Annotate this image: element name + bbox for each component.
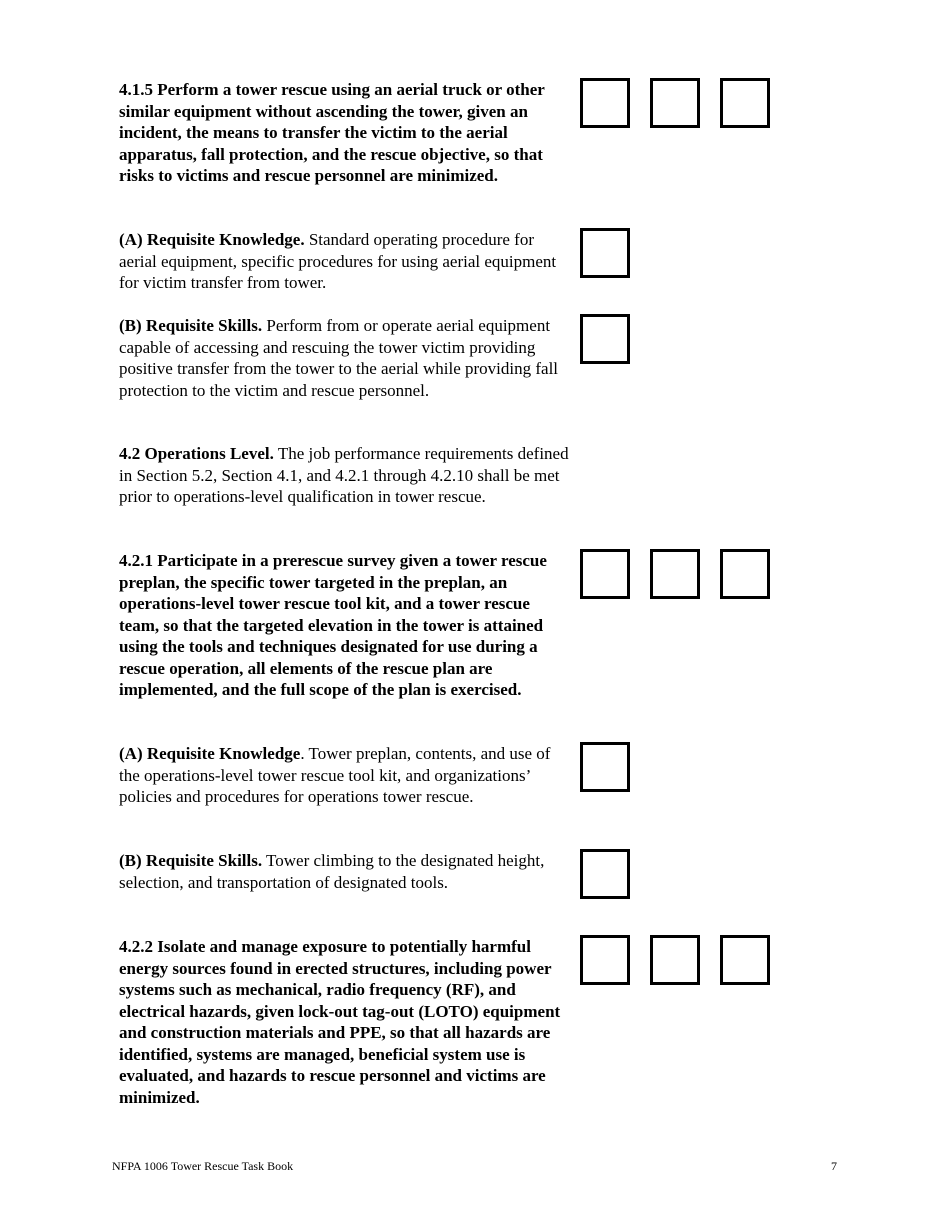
label: (B) Requisite Skills. xyxy=(119,316,263,335)
section-4-1-5-skills xyxy=(119,315,569,401)
body: Perform from or operate aerial equipment capable of accessing and rescuing the tower victim providing positive transfer from the tower to the aerial while providing fall protection to the victim and rescue personnel. xyxy=(119,316,559,400)
signoff-box[interactable] xyxy=(580,549,630,599)
signoff-box[interactable] xyxy=(580,314,630,364)
signoff-box[interactable] xyxy=(580,935,630,985)
signoff-box[interactable] xyxy=(580,849,630,899)
signoff-box[interactable] xyxy=(650,78,700,128)
section-4-2-2: 4.2.2 Isolate and manage exposure to potentially harmful energy sources found in erected structures, including power systems such as mechanical, radio frequency (RF), and electrical hazards, given lock-out tag-out (LOTO) equipment and construction materials and PPE, so that all hazards are identified, systems are managed, beneficial system use is evaluated, and hazards to rescue personnel and victims are minimized. xyxy=(119,937,561,1107)
signoff-box[interactable] xyxy=(580,742,630,792)
footer-title: NFPA 1006 Tower Rescue Task Book xyxy=(112,1159,294,1173)
body: Standard operating procedure for aerial equipment, specific procedures for using aerial equipment for victim transfer from tower. xyxy=(119,230,557,292)
label: (A) Requisite Knowledge. xyxy=(119,230,305,249)
section-4-2-1-skills xyxy=(119,850,569,893)
signoff-box[interactable] xyxy=(650,549,700,599)
signoff-box[interactable] xyxy=(720,549,770,599)
body: The job performance requirements defined in Section 5.2, Section 4.1, and 4.2.1 through 4.2.10 shall be met prior to operations-level qualification in tower rescue. xyxy=(119,444,569,506)
body: . Tower preplan, contents, and use of the operations-level tower rescue tool kit, and organizations’ policies and procedures for operations tower rescue. xyxy=(119,744,551,806)
label: (A) Requisite Knowledge xyxy=(119,744,301,763)
page-number: 7 xyxy=(831,1159,837,1173)
label: 4.2 Operations Level. xyxy=(119,444,274,463)
section-4-2-1-knowledge xyxy=(119,743,569,808)
section-4-1-5: 4.1.5 Perform a tower rescue using an aerial truck or other similar equipment without ascending the tower, given an incident, the means to transfer the victim to the aerial apparatus, fall protection, and the rescue objective, so that risks to victims and rescue personnel are minimized. xyxy=(119,80,545,185)
signoff-box[interactable] xyxy=(720,935,770,985)
signoff-box[interactable] xyxy=(650,935,700,985)
section-4-2-1: 4.2.1 Participate in a prerescue survey given a tower rescue preplan, the specific tower targeted in the preplan, an operations-level tower rescue tool kit, and a tower rescue team, so that the targeted elevation in the tower is attained using the tools and techniques designated for use during a rescue operation, all elements of the rescue plan are implemented, and the full scope of the plan is exercised. xyxy=(119,551,547,699)
section-4-2 xyxy=(119,443,569,508)
signoff-box[interactable] xyxy=(580,228,630,278)
body: Tower climbing to the designated height, selection, and transportation of designated tools. xyxy=(119,851,545,892)
signoff-box[interactable] xyxy=(580,78,630,128)
section-4-1-5-knowledge xyxy=(119,229,569,294)
signoff-box[interactable] xyxy=(720,78,770,128)
label: (B) Requisite Skills. xyxy=(119,851,263,870)
